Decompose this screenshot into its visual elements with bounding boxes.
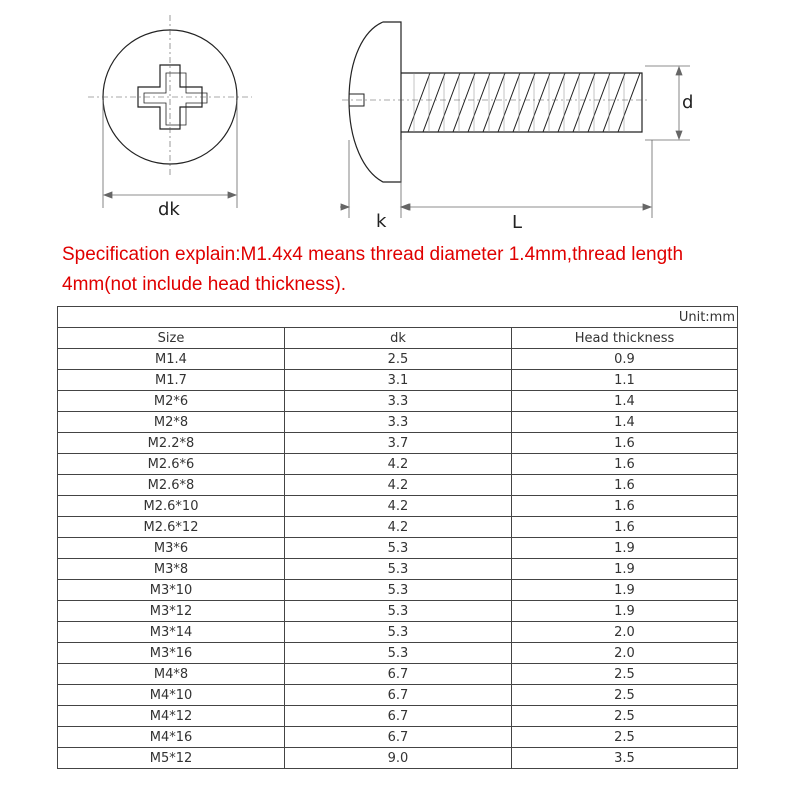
center-lines-top bbox=[88, 15, 252, 178]
table-row bbox=[58, 496, 738, 517]
spec-line-2: 4mm(not include head thickness). bbox=[62, 274, 347, 295]
head-thickness-cell: 1.9 bbox=[512, 538, 738, 559]
dk-cell: 6.7 bbox=[285, 664, 512, 685]
size-cell: M5*12 bbox=[58, 748, 285, 769]
head-thickness-cell: 0.9 bbox=[512, 349, 738, 370]
dk-cell: 6.7 bbox=[285, 727, 512, 748]
table-row bbox=[58, 685, 738, 706]
dk-cell: 4.2 bbox=[285, 454, 512, 475]
size-cell: M3*16 bbox=[58, 643, 285, 664]
table-row bbox=[58, 538, 738, 559]
table-row bbox=[58, 664, 738, 685]
dk-cell: 5.3 bbox=[285, 559, 512, 580]
table-row bbox=[58, 727, 738, 748]
unit-label: Unit:mm bbox=[58, 307, 738, 328]
k-dimension bbox=[340, 140, 410, 218]
k-label: k bbox=[376, 211, 387, 232]
table-row bbox=[58, 580, 738, 601]
screw-dimension-diagram bbox=[0, 0, 800, 240]
dimension-table bbox=[57, 306, 738, 769]
dk-cell: 6.7 bbox=[285, 685, 512, 706]
dk-cell: 5.3 bbox=[285, 601, 512, 622]
table-row bbox=[58, 517, 738, 538]
size-cell: M2.2*8 bbox=[58, 433, 285, 454]
table-body bbox=[58, 349, 738, 769]
head-thickness-cell: 1.4 bbox=[512, 412, 738, 433]
size-cell: M2*6 bbox=[58, 391, 285, 412]
size-cell: M3*10 bbox=[58, 580, 285, 601]
table-row bbox=[58, 643, 738, 664]
size-cell: M3*12 bbox=[58, 601, 285, 622]
dk-cell: 4.2 bbox=[285, 475, 512, 496]
head-thickness-cell: 2.5 bbox=[512, 706, 738, 727]
table-row bbox=[58, 370, 738, 391]
head-thickness-cell: 2.0 bbox=[512, 643, 738, 664]
head-thickness-cell: 1.6 bbox=[512, 496, 738, 517]
size-cell: M4*10 bbox=[58, 685, 285, 706]
head-thickness-cell: 1.9 bbox=[512, 601, 738, 622]
dk-cell: 9.0 bbox=[285, 748, 512, 769]
unit-row bbox=[58, 307, 738, 328]
header-dk: dk bbox=[285, 328, 512, 349]
header-head-thickness: Head thickness bbox=[512, 328, 738, 349]
head-thickness-cell: 1.9 bbox=[512, 559, 738, 580]
table-row bbox=[58, 391, 738, 412]
size-cell: M4*16 bbox=[58, 727, 285, 748]
size-cell: M3*6 bbox=[58, 538, 285, 559]
size-cell: M1.7 bbox=[58, 370, 285, 391]
screw-side-view bbox=[349, 22, 642, 182]
dk-cell: 4.2 bbox=[285, 496, 512, 517]
table-row bbox=[58, 601, 738, 622]
size-cell: M2.6*6 bbox=[58, 454, 285, 475]
head-thickness-cell: 2.5 bbox=[512, 664, 738, 685]
specification-explanation bbox=[62, 240, 782, 300]
dk-cell: 5.3 bbox=[285, 622, 512, 643]
head-thickness-cell: 1.9 bbox=[512, 580, 738, 601]
dk-label: dk bbox=[158, 199, 180, 220]
size-cell: M2.6*10 bbox=[58, 496, 285, 517]
dk-cell: 6.7 bbox=[285, 706, 512, 727]
header-size: Size bbox=[58, 328, 285, 349]
size-cell: M3*14 bbox=[58, 622, 285, 643]
head-thickness-cell: 1.1 bbox=[512, 370, 738, 391]
spec-line-1: Specification explain:M1.4x4 means thread diameter 1.4mm,thread length bbox=[62, 244, 684, 265]
dk-cell: 5.3 bbox=[285, 643, 512, 664]
head-thickness-cell: 2.0 bbox=[512, 622, 738, 643]
L-dimension bbox=[402, 140, 652, 218]
head-thickness-cell: 1.6 bbox=[512, 433, 738, 454]
head-thickness-cell: 2.5 bbox=[512, 685, 738, 706]
dk-cell: 3.7 bbox=[285, 433, 512, 454]
table-row bbox=[58, 475, 738, 496]
table-row bbox=[58, 559, 738, 580]
size-cell: M4*12 bbox=[58, 706, 285, 727]
L-label: L bbox=[512, 212, 523, 233]
dk-cell: 3.3 bbox=[285, 412, 512, 433]
table-row bbox=[58, 349, 738, 370]
dk-cell: 4.2 bbox=[285, 517, 512, 538]
size-cell: M2.6*8 bbox=[58, 475, 285, 496]
table-row bbox=[58, 412, 738, 433]
size-cell: M1.4 bbox=[58, 349, 285, 370]
d-label: d bbox=[682, 92, 694, 113]
head-thickness-cell: 1.6 bbox=[512, 517, 738, 538]
size-cell: M3*8 bbox=[58, 559, 285, 580]
dk-cell: 5.3 bbox=[285, 538, 512, 559]
table-row bbox=[58, 622, 738, 643]
table-row bbox=[58, 433, 738, 454]
dk-cell: 3.1 bbox=[285, 370, 512, 391]
size-cell: M2.6*12 bbox=[58, 517, 285, 538]
head-thickness-cell: 2.5 bbox=[512, 727, 738, 748]
table-row bbox=[58, 706, 738, 727]
size-cell: M2*8 bbox=[58, 412, 285, 433]
size-cell: M4*8 bbox=[58, 664, 285, 685]
head-thickness-cell: 1.6 bbox=[512, 475, 738, 496]
header-row bbox=[58, 328, 738, 349]
head-thickness-cell: 1.4 bbox=[512, 391, 738, 412]
head-thickness-cell: 1.6 bbox=[512, 454, 738, 475]
head-thickness-cell: 3.5 bbox=[512, 748, 738, 769]
dk-cell: 3.3 bbox=[285, 391, 512, 412]
dk-cell: 2.5 bbox=[285, 349, 512, 370]
table-row bbox=[58, 748, 738, 769]
dk-cell: 5.3 bbox=[285, 580, 512, 601]
table-row bbox=[58, 454, 738, 475]
